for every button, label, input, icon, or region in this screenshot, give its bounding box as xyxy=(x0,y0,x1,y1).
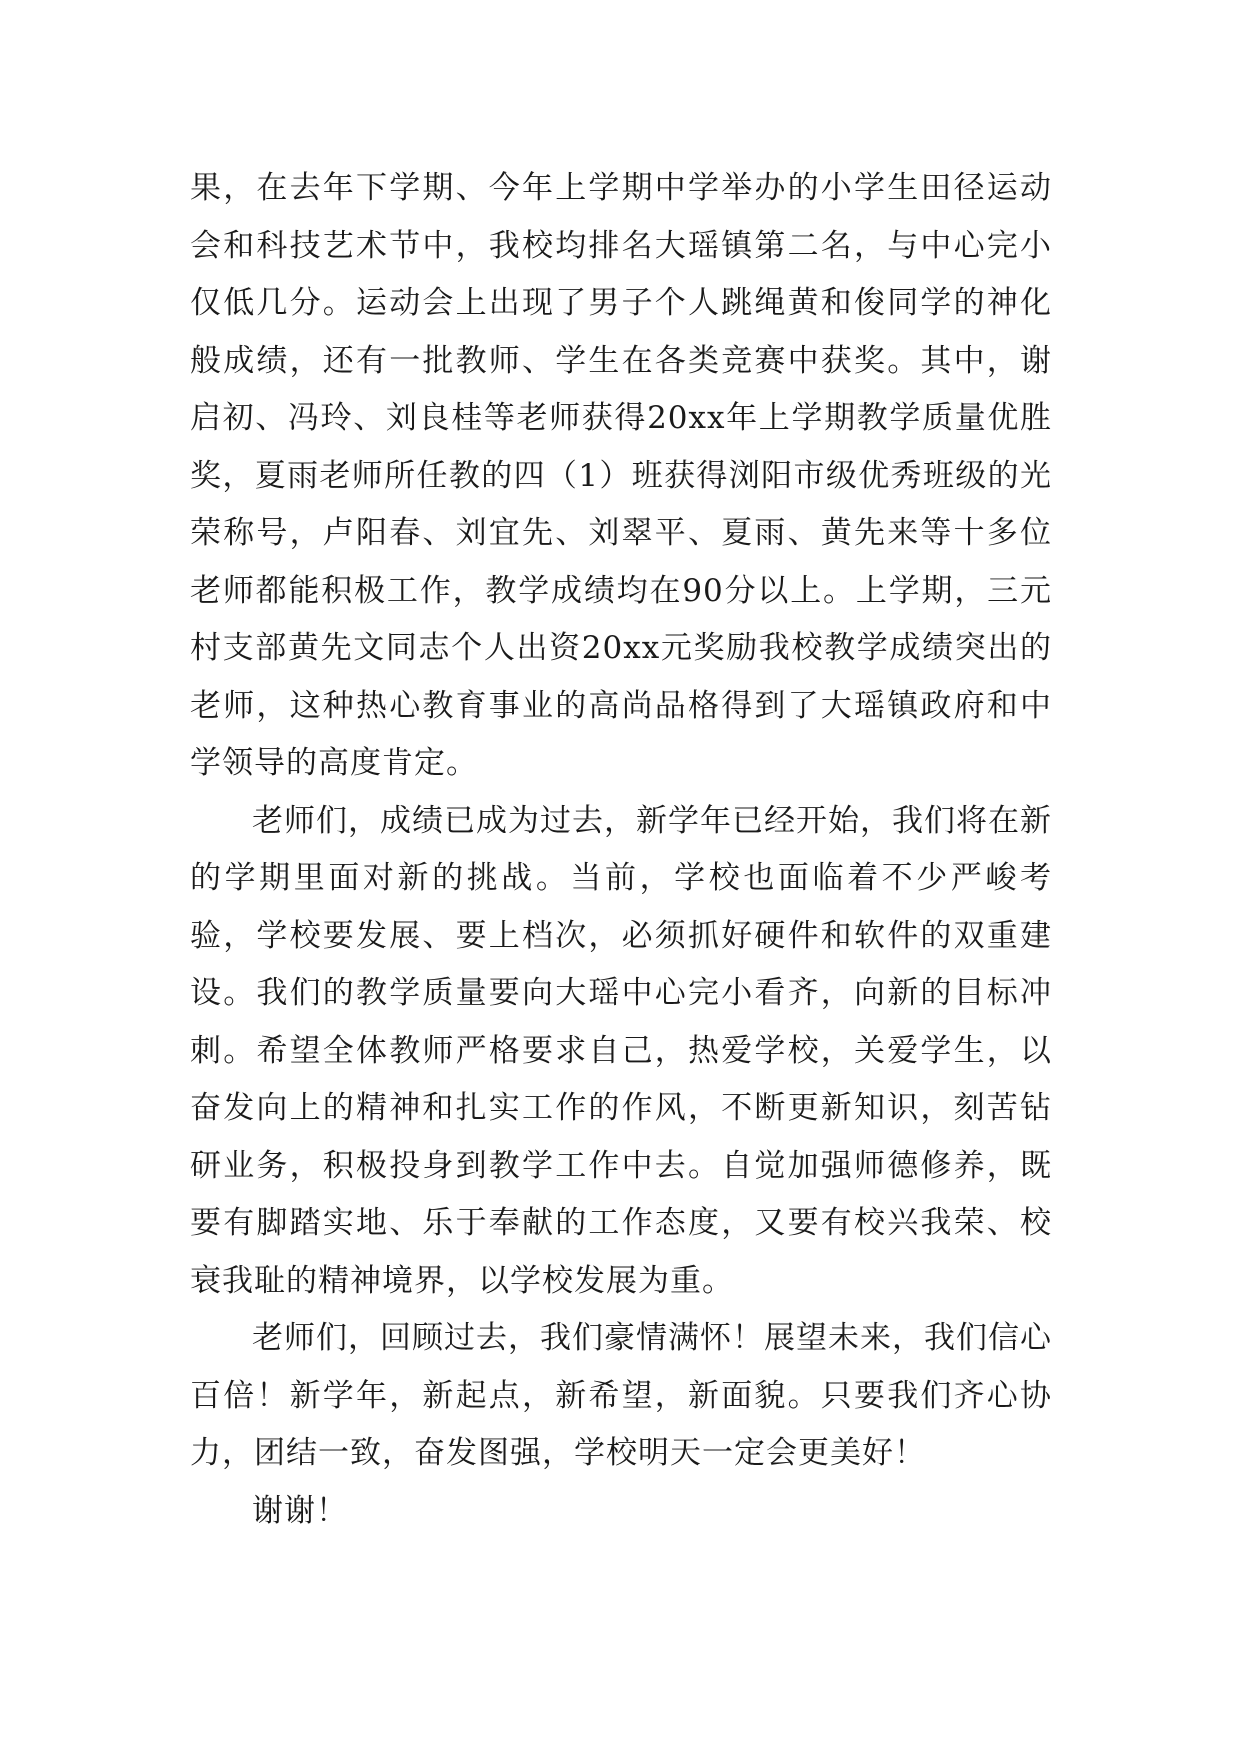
paragraph-thanks: 谢谢！ xyxy=(252,1492,348,1529)
paragraph-challenges: 老师们，成绩已成为过去，新学年已经开始，我们将在新的学期里面对新的挑战。当前，学校也面临着不少严峻考验，学校要发展、要上档次，必须抓好硬件和软件的双重建设。我们的教学质量要向大瑶中心完小看齐，向新的目标冲刺。希望全体教师严格要求自己，热爱学校，关爱学生，以奋发向上的精神和扎实工作的作风，不断更新知识，刻苦钻研业务，积极投身到教学工作中去。自觉加强师德修养，既要有脚踏实地、乐于奉献的工作态度，又要有校兴我荣、校衰我耻的精神境界，以学校发展为重。 xyxy=(190,802,1052,1299)
paragraph-outlook: 老师们，回顾过去，我们豪情满怀！展望未来，我们信心百倍！新学年，新起点，新希望，新面貌。只要我们齐心协力，团结一致，奋发图强，学校明天一定会更美好！ xyxy=(190,1320,1052,1471)
paragraph-achievements: 果，在去年下学期、今年上学期中学举办的小学生田径运动会和科技艺术节中，我校均排名大瑶镇第二名，与中心完小仅低几分。运动会上出现了男子个人跳绳黄和俊同学的神化般成绩，还有一批教师、学生在各类竞赛中获奖。其中，谢启初、冯玲、刘良桂等老师获得20xx年上学期教学质量优胜奖，夏雨老师所任教的四（1）班获得浏阳市级优秀班级的光荣称号，卢阳春、刘宜先、刘翠平、夏雨、黄先来等十多位老师都能积极工作，教学成绩均在90分以上。上学期，三元村支部黄先文同志个人出资20xx元奖励我校教学成绩突出的老师，这种热心教育事业的高尚品格得到了大瑶镇政府和中学领导的高度肯定。 xyxy=(190,170,1052,781)
document-body xyxy=(190,160,1052,1540)
